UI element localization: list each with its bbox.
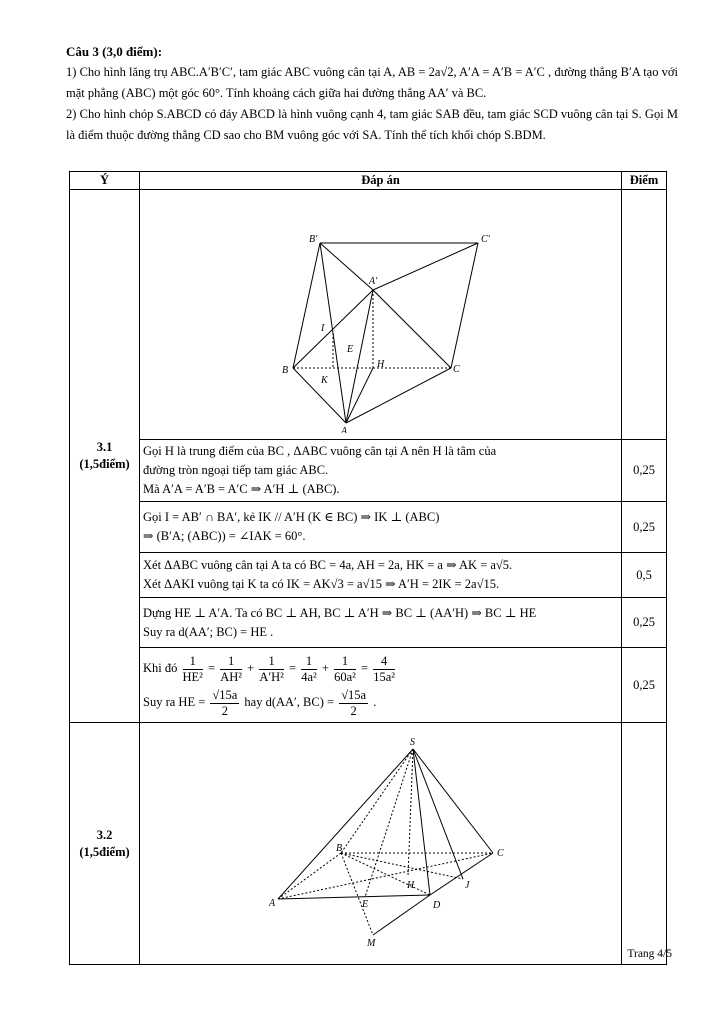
item-number: 3.1 — [96, 440, 113, 454]
question-title: Câu 3 (3,0 điểm): — [66, 44, 163, 59]
plus-sign: + — [321, 661, 329, 675]
step-line: ⇒ (B′A; (ABC)) = ∠IAK = 60°. — [143, 529, 306, 543]
label-E: E — [347, 344, 354, 355]
step-line: Mà A′A = A′B = A′C ⇒ A′H ⊥ (ABC). — [143, 482, 340, 496]
step-line: Xét ΔABC vuông cân tại A ta có BC = 4a, AH = 2a, HK = a ⇒ AK = a√5. — [143, 558, 513, 572]
fraction-num: 1 — [334, 654, 356, 670]
step-line: đường tròn ngoại tiếp tam giác ABC. — [143, 463, 329, 477]
label-Cprime: C′ — [481, 234, 490, 245]
fraction — [259, 654, 284, 685]
label-J: J — [465, 880, 470, 891]
row-3-2-label — [70, 723, 140, 965]
fraction-den: 60a² — [334, 669, 356, 684]
step-line: Gọi H là trung điểm của BC , ΔABC vuông cân tại A nên H là tâm của — [143, 444, 497, 458]
row-3-1-step-3 — [70, 553, 667, 598]
row-3-1-step-5 — [70, 648, 667, 723]
equation-line — [143, 651, 618, 685]
fraction-den: 2 — [350, 703, 357, 718]
answer-table — [69, 171, 667, 965]
step-line: Suy ra d(AA′; BC) = HE . — [143, 624, 274, 639]
fraction-num: √15a — [341, 687, 367, 702]
result-mid: hay d(AA′, BC) = — [244, 695, 335, 709]
fraction-num: 1 — [259, 654, 284, 670]
fraction — [183, 654, 203, 685]
eq-prefix: Khi đó — [143, 661, 178, 675]
label-H: H — [377, 359, 385, 370]
label-H: H — [407, 880, 415, 891]
row-3-1-step-1 — [70, 440, 667, 502]
step-2-text — [140, 502, 622, 553]
item-number: 3.2 — [96, 827, 113, 842]
fraction-den: 2 — [221, 703, 228, 718]
row-3-2 — [70, 723, 667, 965]
label-Aprime: A′ — [369, 276, 378, 287]
label-D: D — [433, 900, 441, 911]
eq-sign: = — [289, 661, 297, 675]
eq-sign: = — [208, 661, 216, 675]
label-A: A — [269, 898, 276, 909]
fraction — [220, 654, 242, 685]
label-A: A — [341, 426, 348, 433]
step-line: Dựng HE ⊥ A′A. Ta có BC ⊥ AH, BC ⊥ A′H ⇒ BC ⊥ (AA′H) ⇒ BC ⊥ HE — [143, 605, 537, 620]
result-line — [143, 685, 618, 719]
fraction — [334, 654, 356, 685]
fraction-den: 15a² — [373, 669, 395, 684]
fraction-num: 1 — [301, 654, 317, 670]
table-header-row — [70, 172, 667, 190]
label-C: C — [497, 848, 504, 859]
fraction-den: AH² — [220, 669, 243, 684]
step-1-text — [140, 440, 622, 502]
label-Bprime: B′ — [309, 234, 318, 245]
label-M: M — [367, 938, 376, 949]
header-points: Điểm — [622, 172, 667, 190]
step-1-points: 0,25 — [622, 440, 667, 502]
question-part-2: 2) Cho hình chóp S.ABCD có đáy ABCD là hình vuông cạnh 4, tam giác SAB đều, tam giác SCD vuông cân tại S. Gọi M là điểm thuộc đường thẳng CD sao cho BM vuông góc với SA. Tính thể tích khối chóp S.BDM. — [66, 107, 678, 142]
label-S: S — [410, 737, 415, 748]
label-K: K — [321, 375, 328, 386]
step-5-points: 0,25 — [622, 648, 667, 723]
row-3-1-label — [70, 190, 140, 723]
figure-prism-cell — [140, 190, 622, 440]
step-3-text — [140, 553, 622, 598]
fraction-num: 1 — [220, 654, 242, 670]
row-3-1-figure — [70, 190, 667, 440]
item-score: (1,5điểm) — [79, 457, 130, 471]
step-2-points: 0,25 — [622, 502, 667, 553]
fraction-num: 1 — [183, 654, 203, 670]
label-I: I — [321, 323, 325, 334]
row-3-1-step-4 — [70, 598, 667, 648]
fraction — [210, 688, 239, 719]
result-end: . — [373, 695, 377, 709]
fraction — [373, 654, 395, 685]
label-E: E — [362, 899, 369, 910]
row-3-2-points — [622, 723, 667, 965]
header-answer: Đáp án — [140, 172, 622, 190]
figure-pyramid-cell — [140, 723, 622, 965]
figure-points-cell — [622, 190, 667, 440]
step-line: Xét ΔAKI vuông tại K ta có IK = AK√3 = a√15 ⇒ A′H = 2IK = 2a√15. — [143, 577, 500, 591]
eq-sign: = — [361, 661, 369, 675]
prism-figure — [143, 192, 619, 433]
step-4-text — [140, 598, 622, 648]
label-B: B — [282, 365, 289, 376]
fraction-den: 4a² — [301, 669, 317, 684]
question-part-1: 1) Cho hình lăng trụ ABC.A′B′C′, tam giác ABC vuông cân tại A, AB = 2a√2, A′A = A′B = A′C , đường thẳng B′A tạo với mặt phẳng (ABC) một góc 60°. Tính khoảng cách giữa hai đường thẳng AA′ và BC. — [66, 65, 678, 100]
fraction-den: HE² — [182, 669, 203, 684]
step-line: Gọi I = AB′ ∩ BA′, kẻ IK // A′H (K ∈ BC) ⇒ IK ⊥ (ABC) — [143, 510, 440, 524]
question-block — [66, 41, 678, 146]
step-5-text — [140, 648, 622, 723]
page-number: Trang 4/5 — [627, 948, 672, 960]
fraction — [301, 654, 317, 685]
step-4-points: 0,25 — [622, 598, 667, 648]
pyramid-figure — [143, 725, 619, 958]
fraction-num: √15a — [212, 687, 238, 702]
label-C: C — [453, 364, 460, 375]
result-prefix: Suy ra HE = — [143, 695, 206, 709]
fraction-den: A′H² — [259, 669, 284, 684]
label-B: B — [336, 843, 343, 854]
header-y: Ý — [70, 172, 140, 190]
fraction-num: 4 — [373, 654, 395, 670]
fraction — [339, 688, 368, 719]
row-3-1-step-2 — [70, 502, 667, 553]
step-3-points: 0,5 — [622, 553, 667, 598]
item-score: (1,5điểm) — [79, 844, 130, 859]
plus-sign: + — [247, 661, 255, 675]
